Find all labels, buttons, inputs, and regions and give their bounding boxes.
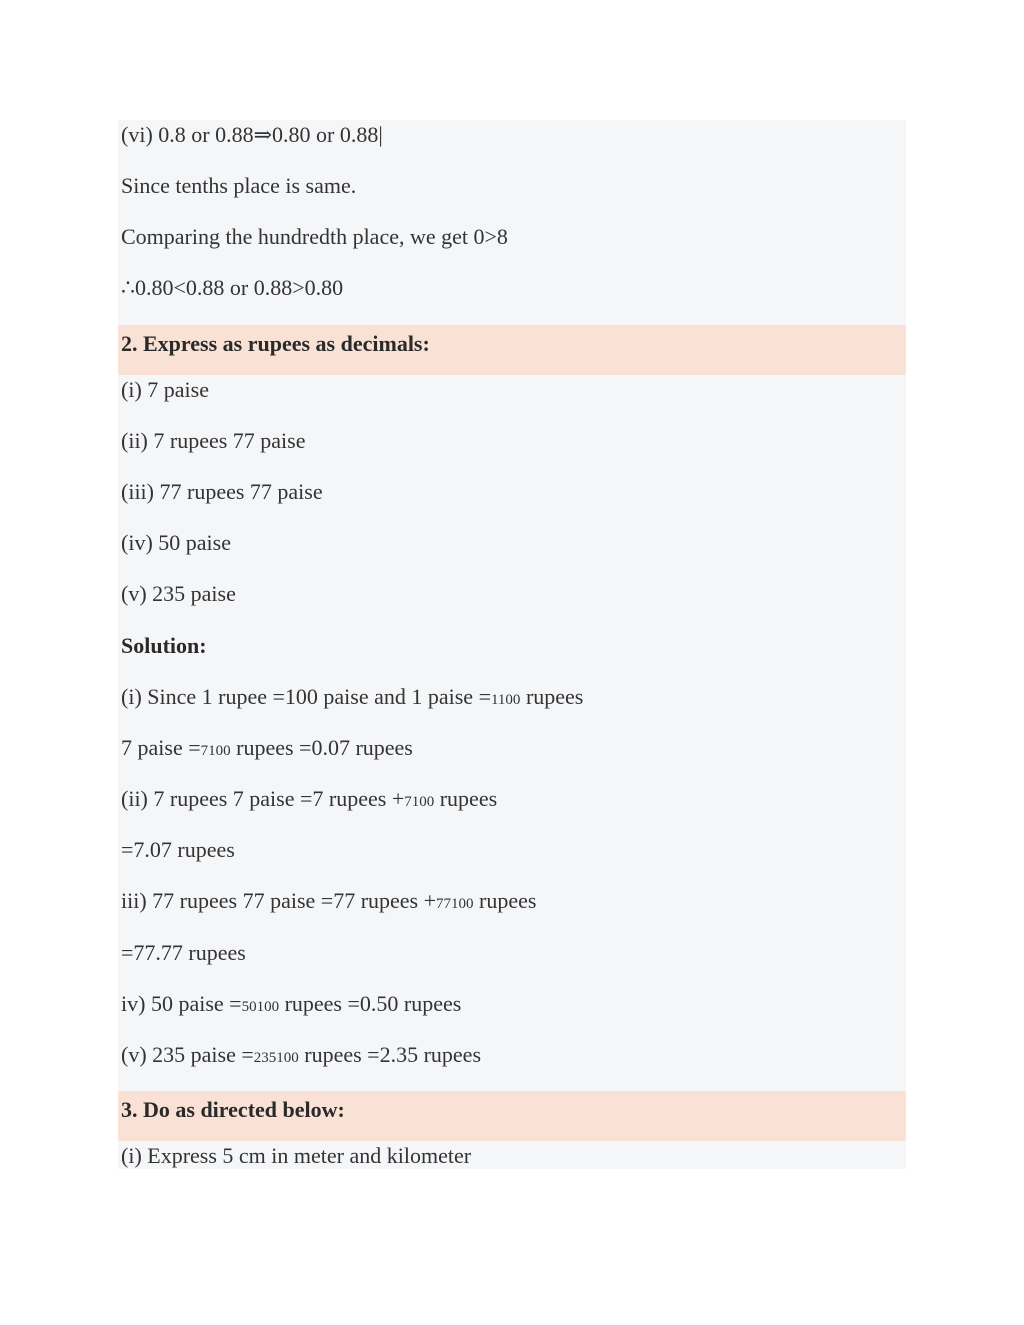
- question-item: (i) Express 5 cm in meter and kilometer: [118, 1141, 906, 1169]
- text-line: ∴0.80<0.88 or 0.88>0.80: [118, 273, 906, 324]
- question-item: (ii) 7 rupees 77 paise: [118, 426, 906, 477]
- solution-line: [118, 682, 906, 733]
- line-text: iv) 50 paise =: [121, 990, 242, 1016]
- line-text: (v) 235 paise =: [121, 1042, 254, 1067]
- question-item: (iv) 50 paise: [118, 528, 906, 579]
- text-line: (vi) 0.8 or 0.88⇒0.80 or 0.88|: [118, 120, 906, 171]
- line-text: (i) Since 1 rupee =100 paise and 1 paise =: [121, 683, 491, 709]
- line-text: rupees =2.35 rupees: [298, 1042, 482, 1067]
- question-item: (i) 7 paise: [118, 375, 906, 426]
- line-text: rupees =0.07 rupees: [230, 734, 413, 760]
- text-line: Comparing the hundredth place, we get 0>8: [118, 222, 906, 273]
- fraction: 1100: [490, 691, 521, 708]
- question-heading: 3. Do as directed below:: [118, 1091, 906, 1141]
- solution-line: [118, 1040, 906, 1091]
- line-text: 7 paise =: [121, 734, 201, 760]
- solution-line: [118, 784, 906, 835]
- solution-line: =77.77 rupees: [118, 938, 906, 989]
- line-text: rupees: [520, 683, 584, 709]
- fraction: 7100: [404, 794, 435, 811]
- fraction: 77100: [436, 896, 474, 913]
- text-line: Since tenths place is same.: [118, 171, 906, 222]
- solution-line: =7.07 rupees: [118, 835, 906, 886]
- fraction: 50100: [241, 998, 280, 1015]
- fraction: 235100: [253, 1050, 299, 1066]
- document-content: [118, 120, 906, 1169]
- line-text: rupees: [434, 786, 498, 812]
- fraction: 7100: [200, 742, 231, 759]
- solution-heading: Solution:: [118, 631, 906, 682]
- line-text: rupees: [473, 888, 537, 914]
- line-text: iii) 77 rupees 77 paise =77 rupees +: [121, 888, 437, 914]
- line-text: (ii) 7 rupees 7 paise =7 rupees +: [121, 786, 405, 812]
- question-heading: 2. Express as rupees as decimals:: [118, 325, 906, 375]
- solution-line: [118, 989, 906, 1040]
- line-text: rupees =0.50 rupees: [279, 990, 462, 1016]
- question-item: (iii) 77 rupees 77 paise: [118, 477, 906, 528]
- solution-line: [118, 733, 906, 784]
- question-item: (v) 235 paise: [118, 579, 906, 630]
- solution-line: [118, 886, 906, 937]
